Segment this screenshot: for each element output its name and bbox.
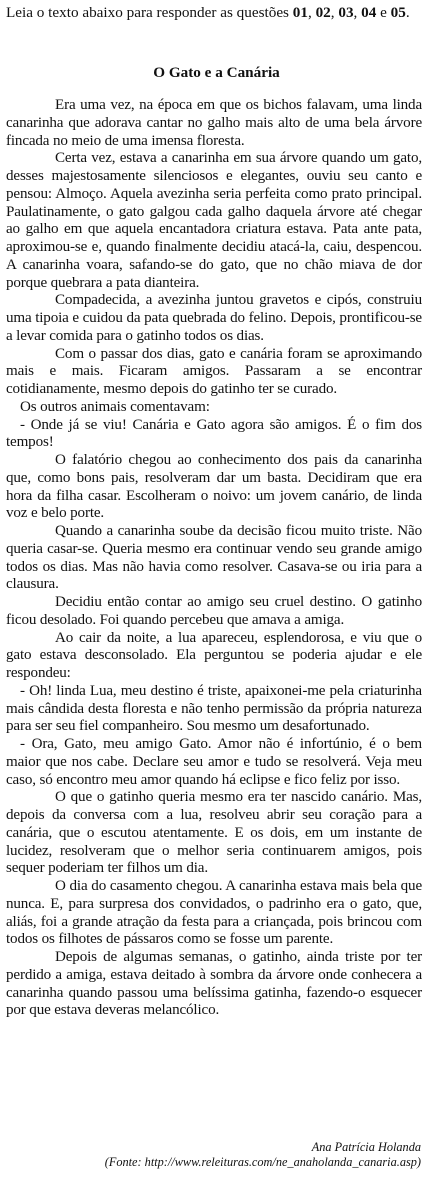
paragraph: Decidiu então contar ao amigo seu cruel destino. O gatinho ficou desolado. Foi quando percebeu que amava a amiga.: [6, 594, 422, 628]
paragraph: O dia do casamento chegou. A canarinha estava mais bela que nunca. E, para surpresa dos convidados, o padrinho era o gato, que, aliás, foi a grande atração da festa para a criançada, pois brincou com todos os filhotes de pássaros como se fosse um parente.: [6, 878, 422, 948]
dialogue-line: - Oh! linda Lua, meu destino é triste, apaixonei-me pela criaturinha mais cândida desta floresta e não tenho permissão da própria natureza para ser seu fiel companheiro. Sou mesmo um desafortunado.: [6, 682, 422, 735]
paragraph: Certa vez, estava a canarinha em sua árvore quando um gato, desses majestosamente silenciosos e elegantes, ouviu seu canto e pensou: Almoço. Aquela avezinha seria perfeita como prato principal. Paulatinamente, o gato galgou cada galho daquela árvore até chegar ao galho em que aquela encantadora criatura estava. Pata ante pata, aproximou-se e, quando finalmente decidiu atacá-la, caiu, despencou. A canarinha voara, safando-se do gato, que no chão miava de dor porque quebrara a pata dianteira.: [6, 150, 422, 291]
question-number: 05: [390, 4, 406, 21]
paragraph: O falatório chegou ao conhecimento dos pais da canarinha que, como bons pais, resolveram dar um basta. Decidiram que era hora da filha casar. Escolheram o noivo: um jovem canário, de linda voz e belo porte.: [6, 452, 422, 522]
attribution: [1, 1140, 421, 1170]
instructions: [6, 4, 422, 22]
dialogue-line: - Onde já se viu! Canária e Gato agora são amigos. É o fim dos tempos!: [6, 416, 422, 451]
paragraph: Ao cair da noite, a lua apareceu, esplendorosa, e viu que o gato estava desconsolado. Ela perguntou se poderia ajudar e ele respondeu:: [6, 629, 422, 681]
source-citation: (Fonte: http://www.releituras.com/ne_anaholanda_canaria.asp): [104, 1155, 421, 1169]
instructions-text: Leia o texto abaixo para responder as questões: [6, 4, 293, 21]
paragraph: O que o gatinho queria mesmo era ter nascido canário. Mas, depois da conversa com a lua, resolveu abrir seu coração para a canária, que o escutou atentamente. E os dois, em um instante de lucidez, resolveram que o melhor seria continuarem amigos, pois sequer poderiam ter filhos um dia.: [6, 789, 422, 877]
paragraph: Compadecida, a avezinha juntou gravetos e cipós, construiu uma tipoia e cuidou da pata quebrada do felino. Depois, prontificou-se a levar comida para o gatinho todos os dias.: [6, 292, 422, 344]
paragraph: Com o passar dos dias, gato e canária foram se aproximando mais e mais. Ficaram amigos. Passaram a se encontrar cotidianamente, mesmo depois do gatinho ter se curado.: [6, 345, 422, 397]
question-number: 01: [292, 4, 308, 21]
author-name: Ana Patrícia Holanda: [311, 1140, 421, 1154]
story-title: O Gato e a Canária: [153, 64, 280, 81]
period: .: [405, 4, 410, 21]
paragraph: Depois de algumas semanas, o gatinho, ainda triste por ter perdido a amiga, estava deitado à sombra da árvore onde conhecera a canarinha quando passou uma belíssima gatinha, fazendo-o esquecer por que estava deveras melancólico.: [6, 949, 422, 1019]
separator: ,: [307, 4, 316, 21]
separator: ,: [353, 4, 362, 21]
paragraph: Quando a canarinha soube da decisão ficou muito triste. Não queria casar-se. Queria mesmo era continuar vendo seu grande amigo todos os dias. Mas não havia como resolver. Casava-se ou iria para a clausura.: [6, 523, 422, 593]
paragraph: Era uma vez, na época em que os bichos falavam, uma linda canarinha que adorava cantar no galho mais alto de uma bela árvore fincada no meio de uma imensa floresta.: [6, 97, 422, 149]
paragraph: Os outros animais comentavam:: [20, 398, 210, 415]
question-number: 04: [361, 4, 377, 21]
separator: e: [376, 4, 391, 21]
question-number: 02: [315, 4, 331, 21]
separator: ,: [330, 4, 339, 21]
story-body: [6, 97, 422, 1020]
question-number: 03: [338, 4, 354, 21]
dialogue-line: - Ora, Gato, meu amigo Gato. Amor não é infortúnio, é o bem maior que nos cabe. Declare seu amor e tudo se resolverá. Veja meu caso, só encontro meu amor quando há eclipse e fico feliz por isso.: [6, 736, 422, 788]
